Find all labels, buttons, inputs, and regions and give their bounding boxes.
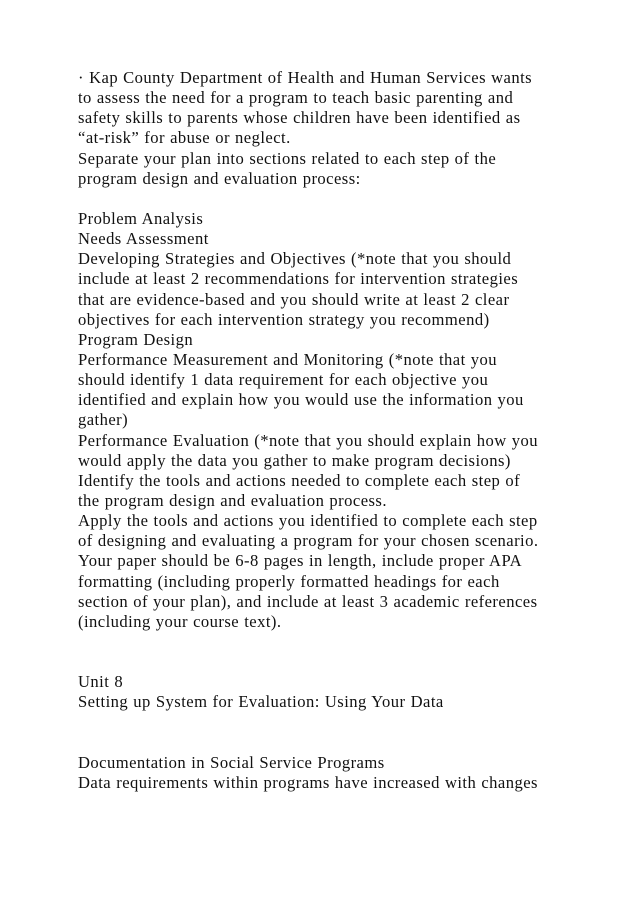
blank-line xyxy=(78,189,608,209)
body-line-2: to assess the need for a program to teach basic parenting and xyxy=(78,88,514,108)
section-performance-measurement-line-4: gather) xyxy=(78,410,129,430)
instruction-line-1: Identify the tools and actions needed to complete each step of xyxy=(78,470,521,490)
body-line-4: “at-risk” for abuse or neglect. xyxy=(78,128,291,148)
body-line-1: · Kap County Department of Health and Human Services wants xyxy=(78,68,533,87)
section-performance-evaluation-line-2: would apply the data you gather to make program decisions) xyxy=(78,450,511,470)
instruction-line-2: the program design and evaluation process. xyxy=(78,490,387,510)
section-problem-analysis: Problem Analysis xyxy=(78,208,204,228)
section-program-design: Program Design xyxy=(78,329,194,349)
blank-line xyxy=(78,632,608,652)
blank-line xyxy=(78,652,608,672)
body-line-3: safety skills to parents whose children have been identified as xyxy=(78,108,521,128)
section-strategies-line-2: include at least 2 recommendations for intervention strategies xyxy=(78,269,519,289)
body-line-6: program design and evaluation process: xyxy=(78,168,361,188)
unit-title: Setting up System for Evaluation: Using Your Data xyxy=(78,692,444,712)
instruction-line-6: formatting (including properly formatted headings for each xyxy=(78,571,500,591)
blank-line xyxy=(78,733,608,753)
instruction-line-8: (including your course text). xyxy=(78,611,282,631)
section-performance-measurement-line-3: identified and explain how you would use the information you xyxy=(78,390,524,410)
document-body xyxy=(78,68,608,793)
section-strategies-line-1: Developing Strategies and Objectives (*note that you should xyxy=(78,249,512,269)
section-strategies-line-4: objectives for each intervention strategy you recommend) xyxy=(78,309,490,329)
section-performance-measurement-line-1: Performance Measurement and Monitoring (*note that you xyxy=(78,349,497,369)
instruction-line-4: of designing and evaluating a program for your chosen scenario. xyxy=(78,531,539,551)
section-performance-measurement-line-2: should identify 1 data requirement for each objective you xyxy=(78,370,489,390)
section-strategies-line-3: that are evidence-based and you should write at least 2 clear xyxy=(78,289,510,309)
blank-line xyxy=(78,713,608,733)
section-performance-evaluation-line-1: Performance Evaluation (*note that you should explain how you xyxy=(78,430,539,450)
subsection-body-line-1: Data requirements within programs have increased with changes xyxy=(78,772,538,792)
instruction-line-3: Apply the tools and actions you identified to complete each step xyxy=(78,511,538,531)
subsection-heading: Documentation in Social Service Programs xyxy=(78,752,385,772)
body-line-5: Separate your plan into sections related to each step of the xyxy=(78,148,497,168)
instruction-line-7: section of your plan), and include at least 3 academic references xyxy=(78,591,538,611)
section-needs-assessment: Needs Assessment xyxy=(78,229,209,249)
unit-heading: Unit 8 xyxy=(78,672,124,692)
instruction-line-5: Your paper should be 6-8 pages in length, include proper APA xyxy=(78,551,523,571)
